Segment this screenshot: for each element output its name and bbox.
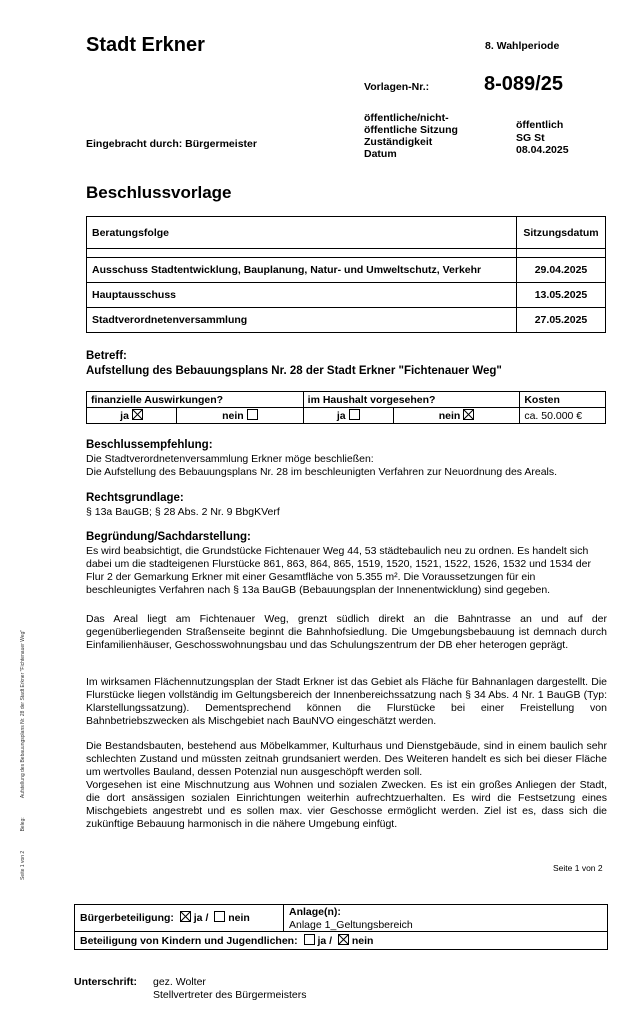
meta-labels bbox=[364, 112, 504, 160]
begruendung-paragraph: Das Areal liegt am Fichtenauer Weg, grenzt südlich direkt an die Bahntrasse an und auf der gegenüberliegenden Straßenseite beginnt die Bahnhofsiedlung. Die Umgebungsbebauung ist demnach durch Einfamilienhäuser, Geschosswohnungsbau und das Schulungszentrum der DB eher heterogen geprägt. bbox=[86, 613, 607, 651]
zustaendigkeit-label: Zuständigkeit bbox=[364, 136, 433, 148]
kinder-nein-label: nein bbox=[351, 935, 374, 947]
table-row bbox=[87, 283, 606, 308]
unterschrift-label: Unterschrift: bbox=[74, 976, 138, 988]
side-seite: Seite 1 von 2 bbox=[20, 850, 26, 880]
eingebracht-durch: Eingebracht durch: Bürgermeister bbox=[86, 138, 257, 150]
kinder-beteiligung-label: Beteiligung von Kindern und Jugendlichen: bbox=[80, 935, 298, 947]
checked-box-icon bbox=[180, 911, 191, 922]
empfehlung-line-1: Die Stadtverordnetenversammlung Erkner möge beschließen: bbox=[86, 453, 374, 465]
rechtsgrundlage-text: § 13a BauGB; § 28 Abs. 2 Nr. 9 BbgKVerf bbox=[86, 506, 280, 518]
haushalt-header: im Haushalt vorgesehen? bbox=[303, 392, 520, 408]
begruendung-paragraph: Im wirksamen Flächennutzungsplan der Stadt Erkner ist das Gebiet als Fläche für Bahnanlagen dargestellt. Die Flurstücke liegen vollständig im Geltungsbereich der Innenbereichssatzung nach § 34 Abs. 4 Nr. 1 BauGB (Typ: Klarstellungssatzung). Dementsprechend können die Flurstücke bei einer Freistellung von Bahnbetriebszwecken als Mischgebiet nach BauNVO eingeschätzt werden. bbox=[86, 676, 607, 727]
begruendung-paragraph: Vorgesehen ist eine Mischnutzung aus Wohnen und sozialen Zwecken. Es ist ein großes Anliegen der Stadt, die dort ansässigen sozialen Einrichtungen weiterhin aufrechtzuerhalten. Es wird die Festsetzung eines Mischgebiets angestrebt und es sollen max. vier Geschosse ermöglicht werden. Ziel ist es, dass sich die zukünftige Bebauung harmonisch in die nähere Umgebung einfügt. bbox=[86, 779, 607, 830]
begruendung-text bbox=[86, 740, 607, 831]
sitzungsdatum-header: Sitzungsdatum bbox=[517, 217, 606, 249]
page-number: Seite 1 von 2 bbox=[553, 863, 603, 873]
table-row bbox=[87, 258, 606, 283]
oeffentlich-label-2: öffentliche Sitzung bbox=[364, 124, 458, 136]
datum-value: 08.04.2025 bbox=[516, 144, 569, 156]
haushalt-nein-label: nein bbox=[438, 410, 461, 422]
haushalt-nein-cell bbox=[393, 408, 520, 424]
city-title: Stadt Erkner bbox=[86, 34, 205, 56]
slash-separator: / bbox=[205, 912, 209, 924]
gremium-cell: Stadtverordnetenversammlung bbox=[87, 308, 517, 333]
kosten-value: ca. 50.000 € bbox=[520, 408, 606, 424]
buergerbeteiligung-label: Bürgerbeteiligung: bbox=[80, 912, 174, 924]
buergerbeteiligung-box bbox=[74, 904, 284, 932]
unterschrift-block bbox=[153, 976, 306, 1002]
zustaendigkeit-value: SG St bbox=[516, 132, 545, 144]
fin-nein-cell bbox=[177, 408, 304, 424]
betreff-text: Aufstellung des Bebauungsplans Nr. 28 der Stadt Erkner "Fichtenauer Weg" bbox=[86, 365, 502, 377]
anlage-1: Anlage 1_Geltungsbereich bbox=[289, 919, 413, 931]
gremium-cell: Ausschuss Stadtentwicklung, Bauplanung, Natur- und Umweltschutz, Verkehr bbox=[87, 258, 517, 283]
datum-label: Datum bbox=[364, 148, 397, 160]
buerger-nein-label: nein bbox=[228, 912, 250, 924]
fin-ja-cell bbox=[87, 408, 177, 424]
rechtsgrundlage-label: Rechtsgrundlage: bbox=[86, 492, 184, 504]
buerger-ja-label: ja bbox=[193, 912, 203, 924]
kinder-ja-label: ja bbox=[317, 935, 327, 947]
doc-type-heading: Beschlussvorlage bbox=[86, 183, 232, 202]
beratungsfolge-table bbox=[86, 216, 606, 333]
begruendung-text bbox=[86, 676, 607, 728]
kosten-header: Kosten bbox=[520, 392, 606, 408]
fin-ja-label: ja bbox=[120, 410, 129, 422]
finanzen-table bbox=[86, 391, 606, 424]
checked-box-icon bbox=[463, 409, 474, 420]
oeffentlich-value: öffentlich bbox=[516, 119, 564, 131]
vorlagen-nr-label: Vorlagen-Nr.: bbox=[364, 81, 430, 93]
unterschrift-rolle: Stellvertreter des Bürgermeisters bbox=[153, 989, 307, 1001]
datum-cell: 13.05.2025 bbox=[517, 283, 606, 308]
empty-checkbox-icon bbox=[304, 934, 315, 945]
datum-cell: 27.05.2025 bbox=[517, 308, 606, 333]
vorlagen-nr: 8-089/25 bbox=[484, 73, 563, 95]
begruendung-paragraph: Es wird beabsichtigt, die Grundstücke Fichtenauer Weg 44, 53 städtebaulich neu zu ordnen. Es handelt sich dabei um die stadteigenen Flurstücke 861, 863, 864, 865, 1519, 1520, 1521, 1522, 1526, 1532 und 1534 der Flur 2 der Gemarkung Erkner mit einer Gesamtfläche von 5.355 m². Die Voraussetzungen für ein beschleunigtes Verfahren nach § 13a BauGB (Bebauungsplan der Innenentwicklung) sind gegeben. bbox=[86, 545, 591, 596]
side-margin-text bbox=[20, 600, 26, 880]
datum-cell: 29.04.2025 bbox=[517, 258, 606, 283]
table-row bbox=[87, 308, 606, 333]
empfehlung-text bbox=[86, 453, 607, 479]
side-beleg-text: Aufstellung des Bebauungsplans Nr. 28 der Stadt Erkner "Fichtenauer Weg" bbox=[20, 629, 26, 799]
empfehlung-label: Beschlussempfehlung: bbox=[86, 439, 213, 451]
begruendung-label: Begründung/Sachdarstellung: bbox=[86, 531, 251, 543]
wahlperiode: 8. Wahlperiode bbox=[485, 40, 560, 52]
betreff-label: Betreff: bbox=[86, 350, 127, 362]
meta-values bbox=[516, 119, 569, 156]
fin-nein-label: nein bbox=[222, 410, 244, 422]
unterschrift-name: gez. Wolter bbox=[153, 976, 206, 988]
kinder-beteiligung-box bbox=[74, 931, 608, 950]
side-beleg: Beleg: bbox=[20, 817, 26, 832]
empty-checkbox-icon bbox=[214, 911, 225, 922]
anlagen-label: Anlage(n): bbox=[289, 906, 341, 918]
beratungsfolge-header: Beratungsfolge bbox=[87, 217, 517, 249]
empty-checkbox-icon bbox=[349, 409, 360, 420]
begruendung-paragraph: Die Bestandsbauten, bestehend aus Möbelkammer, Kulturhaus und Dienstgebäude, sind in einem baulich sehr schlechten Zustand und müssten zeitnah grundsaniert werden. Des Weiteren handelt es sich bei dieser Fläche um wertvolles Bauland, dessen Potenzial nun ausgeschöpft werden soll. bbox=[86, 740, 607, 778]
empfehlung-line-2: Die Aufstellung des Bebauungsplans Nr. 28 im beschleunigten Verfahren zur Neuordnung des Areals. bbox=[86, 466, 558, 478]
begruendung-text bbox=[86, 545, 607, 597]
fin-auswirkungen-header: finanzielle Auswirkungen? bbox=[87, 392, 304, 408]
oeffentlich-label-1: öffentliche/nicht- bbox=[364, 112, 449, 124]
anlagen-box bbox=[283, 904, 608, 932]
empty-checkbox-icon bbox=[247, 409, 258, 420]
checked-box-icon bbox=[132, 409, 143, 420]
haushalt-ja-label: ja bbox=[336, 410, 346, 422]
begruendung-text bbox=[86, 613, 607, 652]
checked-box-icon bbox=[338, 934, 349, 945]
haushalt-ja-cell bbox=[303, 408, 393, 424]
gremium-cell: Hauptausschuss bbox=[87, 283, 517, 308]
slash-separator: / bbox=[329, 935, 333, 947]
